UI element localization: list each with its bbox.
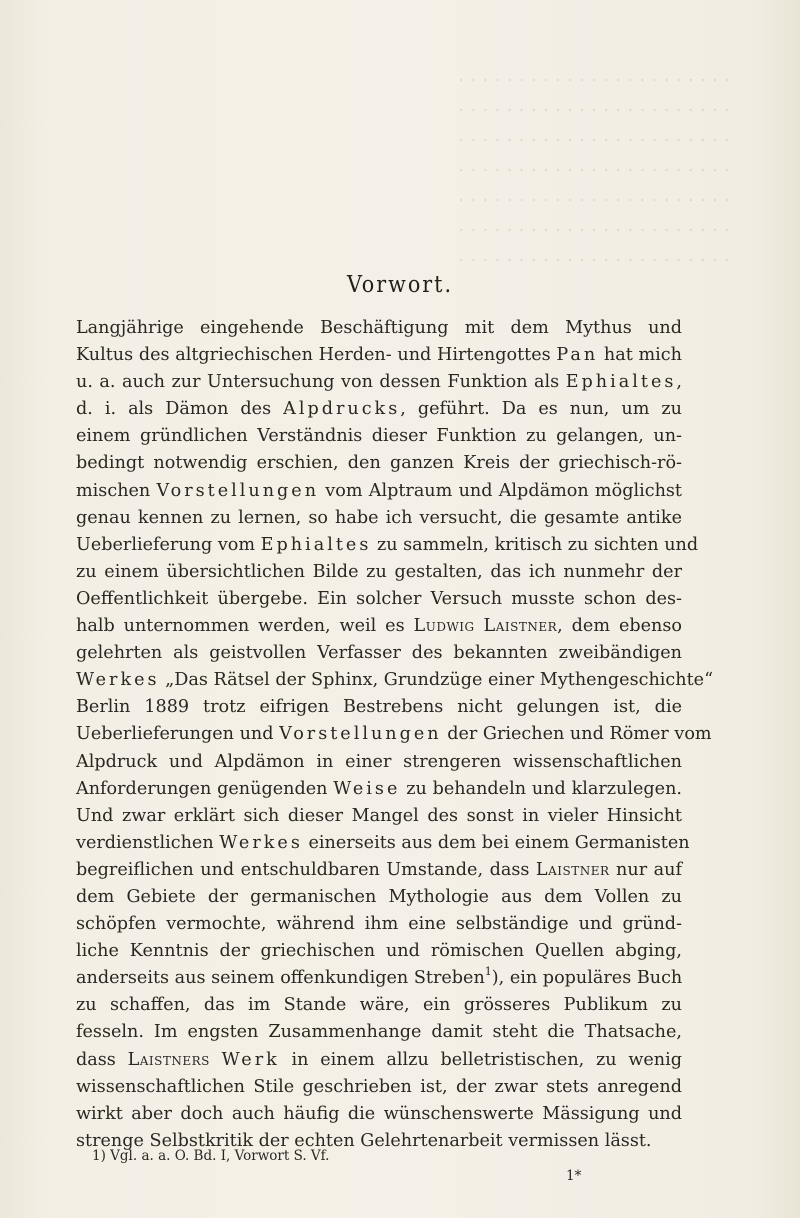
text-line: Ueberlieferung vom Ephialtes zu sammeln, kritisch zu sichten und: [76, 534, 699, 555]
text-line: gelehrten als geistvollen Verfasser des bekannten zweibändigen: [76, 643, 682, 664]
text-line: d. i. als Dämon des Alpdrucks, geführt. Da es nun, um zu: [76, 399, 682, 420]
text-line: halb unternommen werden, weil es Ludwig Laistner, dem ebenso: [76, 616, 682, 637]
text-line: begreiflichen und entschuldbaren Umstande, dass Laistner nur auf: [76, 859, 682, 880]
text-line: Werkes „Das Rätsel der Sphinx, Grundzüge einer Mythengeschichte“: [76, 670, 714, 691]
text-line: zu einem übersichtlichen Bilde zu gestalten, das ich nunmehr der: [76, 561, 682, 582]
footnote: 1) Vgl. a. a. O. Bd. I, Vorwort S. Vf.: [92, 1148, 330, 1164]
text-line: Anforderungen genügenden Weise zu behandeln und klarzulegen.: [76, 778, 682, 799]
text-line: Oeffentlichkeit übergebe. Ein solcher Versuch musste schon des-: [76, 588, 682, 609]
text-line: anderseits aus seinem offenkundigen Streben$^1$), ein populäres Buch: [76, 965, 683, 989]
signature-mark: 1*: [566, 1168, 582, 1184]
text-line: Und zwar erklärt sich dieser Mangel des sonst in vieler Hinsicht: [76, 805, 682, 826]
text-line: Alpdruck und Alpdämon in einer strengeren wissenschaftlichen: [76, 751, 682, 772]
text-line: bedingt notwendig erschien, den ganzen Kreis der griechisch-rö-: [76, 453, 682, 474]
text-line: Berlin 1889 trotz eifrigen Bestrebens nicht gelungen ist, die: [76, 697, 682, 718]
text-line: fesseln. Im engsten Zusammenhange damit steht die Thatsache,: [76, 1022, 682, 1043]
text-line: wirkt aber doch auch häufig die wünschenswerte Mässigung und: [76, 1103, 682, 1124]
page-title: Vorwort.: [346, 272, 454, 298]
text-line: genau kennen zu lernen, so habe ich versucht, die gesamte antike: [76, 507, 682, 528]
text-line: dem Gebiete der germanischen Mythologie aus dem Vollen zu: [76, 886, 682, 907]
body-text: [76, 315, 714, 1155]
text-line: zu schaffen, das im Stande wäre, ein grösseres Publikum zu: [76, 995, 682, 1016]
text-line: verdienstlichen Werkes einerseits aus dem bei einem Germanisten: [76, 832, 690, 853]
text-line: liche Kenntnis der griechischen und römischen Quellen abging,: [76, 941, 682, 962]
text-line: Kultus des altgriechischen Herden- und Hirtengottes Pan hat mich: [76, 345, 682, 366]
text-line: wissenschaftlichen Stile geschrieben ist, der zwar stets anregend: [76, 1076, 682, 1097]
text-line: einem gründlichen Verständnis dieser Funktion zu gelangen, un-: [76, 426, 682, 447]
text-line: strenge Selbstkritik der echten Gelehrtenarbeit vermissen lässt.: [76, 1130, 652, 1151]
text-line: u. a. auch zur Untersuchung von dessen Funktion als Ephialtes,: [76, 372, 682, 393]
text-line: Ueberlieferungen und Vorstellungen der Griechen und Römer vom: [76, 724, 712, 745]
text-line: schöpfen vermochte, während ihm eine selbständige und gründ-: [76, 914, 682, 935]
text-line: Langjährige eingehende Beschäftigung mit dem Mythus und: [76, 318, 682, 338]
bleed-through-text: . . . . . . . . . . . . . . . . . . . . . . . . . . . . . . . . . . . . . . . . . . . . . . . . . . . . . . . . . . . . . . . . . . . . . . . . . . . . . . . . . . . . . . . . . . . . . . . . . . . . . . . . . . . . . . . . . . . . . . . . . . . . . . . . . . . . . . . . . . . . . . . . . . . . . . . . . . . . . . . . .: [458, 64, 730, 266]
text-line: mischen Vorstellungen vom Alptraum und Alpdämon möglichst: [76, 480, 682, 501]
text-line: dass Laistners Werk in einem allzu belletristischen, zu wenig: [76, 1049, 683, 1070]
